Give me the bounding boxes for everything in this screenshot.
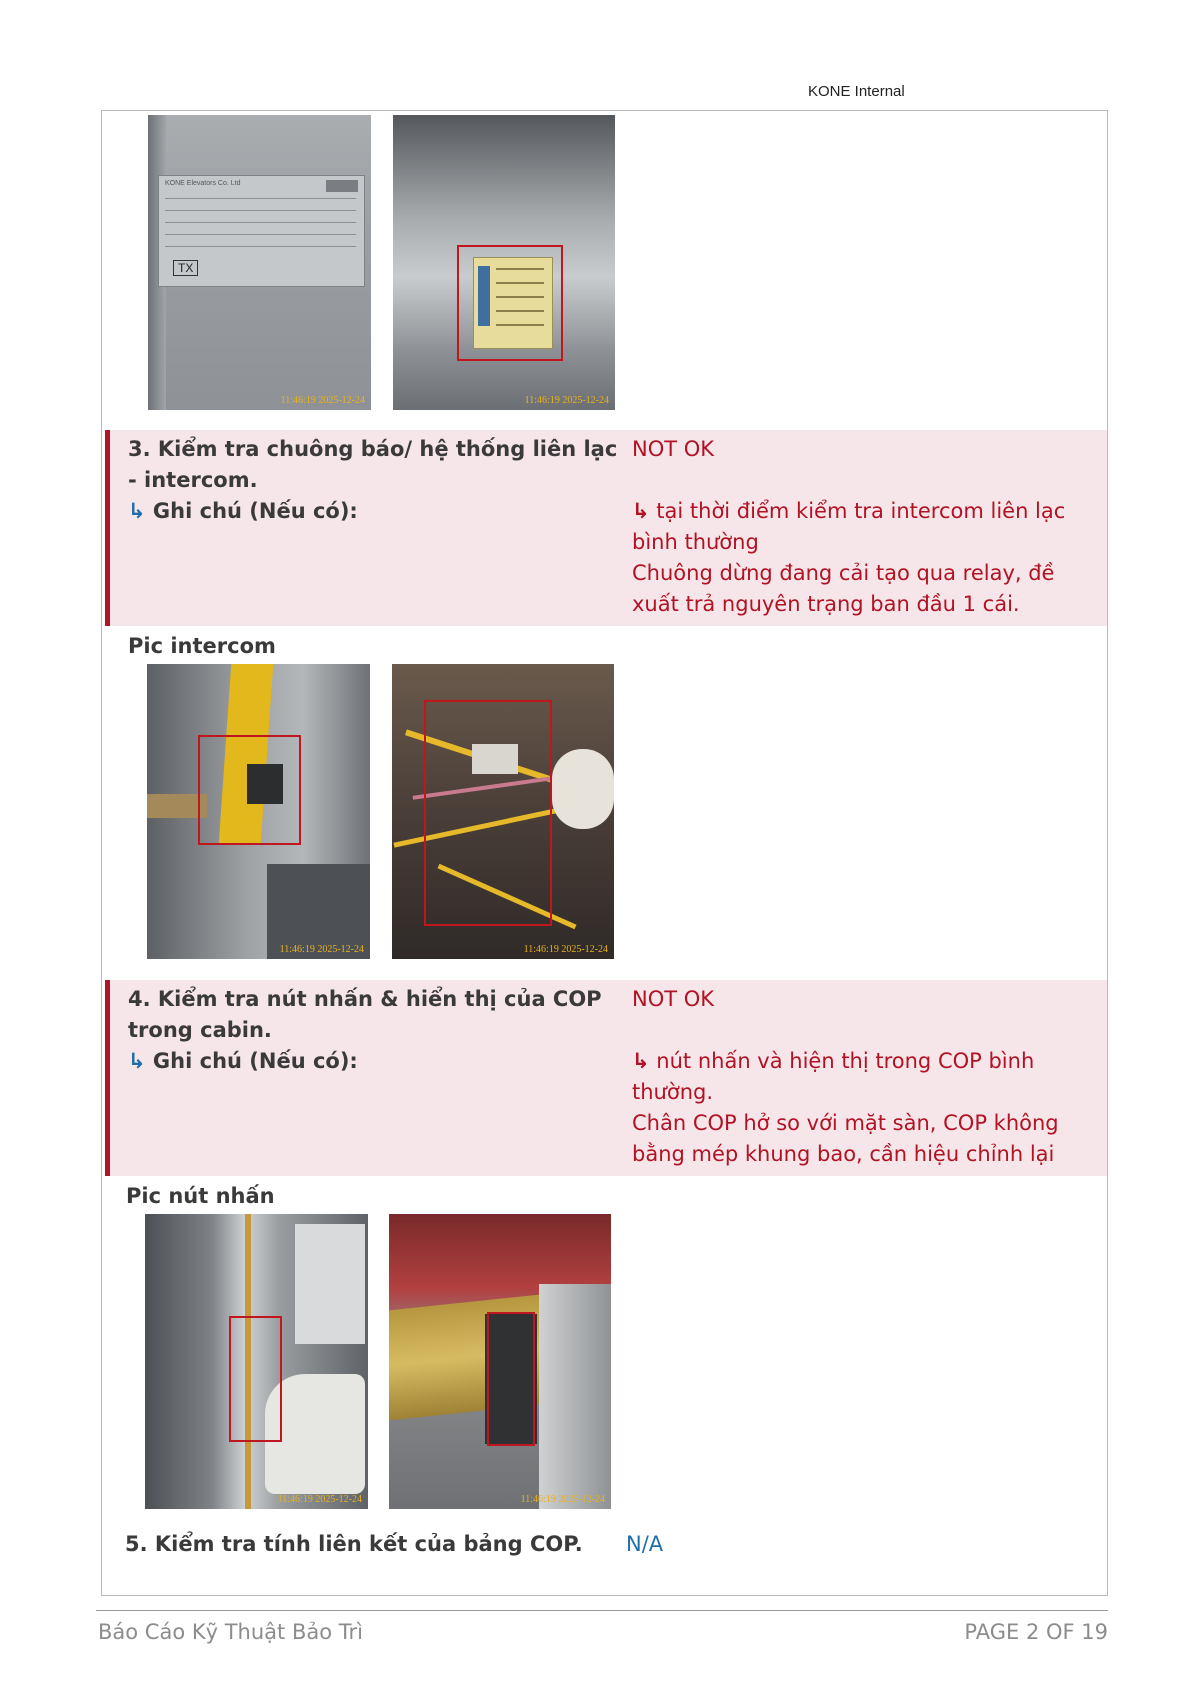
note-label-text: Ghi chú (Nếu có): xyxy=(152,499,358,523)
nameplate-photo xyxy=(148,115,371,410)
highlight-box xyxy=(198,735,301,845)
highlight-box xyxy=(229,1316,282,1442)
item-3-note xyxy=(632,496,1092,620)
classification-label: KONE Internal xyxy=(808,83,905,100)
photo-timestamp: 11:46:19 2025-12-24 xyxy=(524,395,609,406)
cop-button-photo-1 xyxy=(145,1214,368,1509)
item-5-status: N/A xyxy=(626,1532,664,1556)
highlight-box xyxy=(424,700,552,926)
return-arrow-icon: ↳ xyxy=(128,1049,146,1073)
item-5-question: 5. Kiểm tra tính liên kết của bảng COP. xyxy=(125,1532,583,1556)
checklist-item-4 xyxy=(105,980,1107,1176)
item-3-question: 3. Kiểm tra chuông báo/ hệ thống liên lạc - intercom. xyxy=(128,437,618,492)
photo-timestamp: 11:46:19 2025-12-24 xyxy=(279,944,364,955)
item-3-note-line1: tại thời điểm kiểm tra intercom liên lạc bình thường xyxy=(632,499,1066,554)
item-4-question: 4. Kiểm tra nút nhấn & hiển thị của COP trong cabin. xyxy=(128,987,602,1042)
photo-timestamp: 11:46:19 2025-12-24 xyxy=(520,1494,605,1505)
return-arrow-icon: ↳ xyxy=(632,499,650,523)
checklist-item-3 xyxy=(105,430,1107,626)
item-4-note-line1: nút nhấn và hiện thị trong COP bình thường. xyxy=(632,1049,1035,1104)
footer-title: Báo Cáo Kỹ Thuật Bảo Trì xyxy=(98,1620,363,1644)
highlight-box xyxy=(487,1312,535,1446)
return-arrow-icon: ↳ xyxy=(128,499,146,523)
inspection-sticker-photo xyxy=(393,115,615,410)
photo-timestamp: 11:46:19 2025-12-24 xyxy=(277,1494,362,1505)
item-4-status: NOT OK xyxy=(632,987,715,1011)
item-3-note-line2: Chuông dừng đang cải tạo qua relay, đề xuất trả nguyên trạng ban đầu 1 cái. xyxy=(632,561,1055,616)
item-4-pic-title: Pic nút nhấn xyxy=(126,1184,275,1208)
nameplate-tx-label: TX xyxy=(173,260,198,276)
item-4-note-label xyxy=(128,1046,358,1077)
photo-timestamp: 11:46:19 2025-12-24 xyxy=(523,944,608,955)
note-label-text: Ghi chú (Nếu có): xyxy=(152,1049,358,1073)
nameplate-brand: KONE Elevators Co. Ltd xyxy=(165,180,241,187)
item-4-note-line2: Chân COP hở so với mặt sàn, COP không bằng mép khung bao, cần hiệu chỉnh lại xyxy=(632,1111,1059,1166)
item-3-pic-title: Pic intercom xyxy=(128,634,276,658)
item-3-note-label xyxy=(128,496,358,527)
intercom-photo-1 xyxy=(147,664,370,959)
item-3-status: NOT OK xyxy=(632,437,715,461)
photo-timestamp: 11:46:19 2025-12-24 xyxy=(280,395,365,406)
nameplate xyxy=(158,175,365,287)
intercom-photo-2 xyxy=(392,664,614,959)
cop-button-photo-2 xyxy=(389,1214,611,1509)
footer-divider xyxy=(96,1610,1108,1611)
return-arrow-icon: ↳ xyxy=(632,1049,650,1073)
item-4-note xyxy=(632,1046,1092,1170)
page-number: PAGE 2 OF 19 xyxy=(964,1620,1108,1644)
inspection-sticker xyxy=(473,257,553,349)
